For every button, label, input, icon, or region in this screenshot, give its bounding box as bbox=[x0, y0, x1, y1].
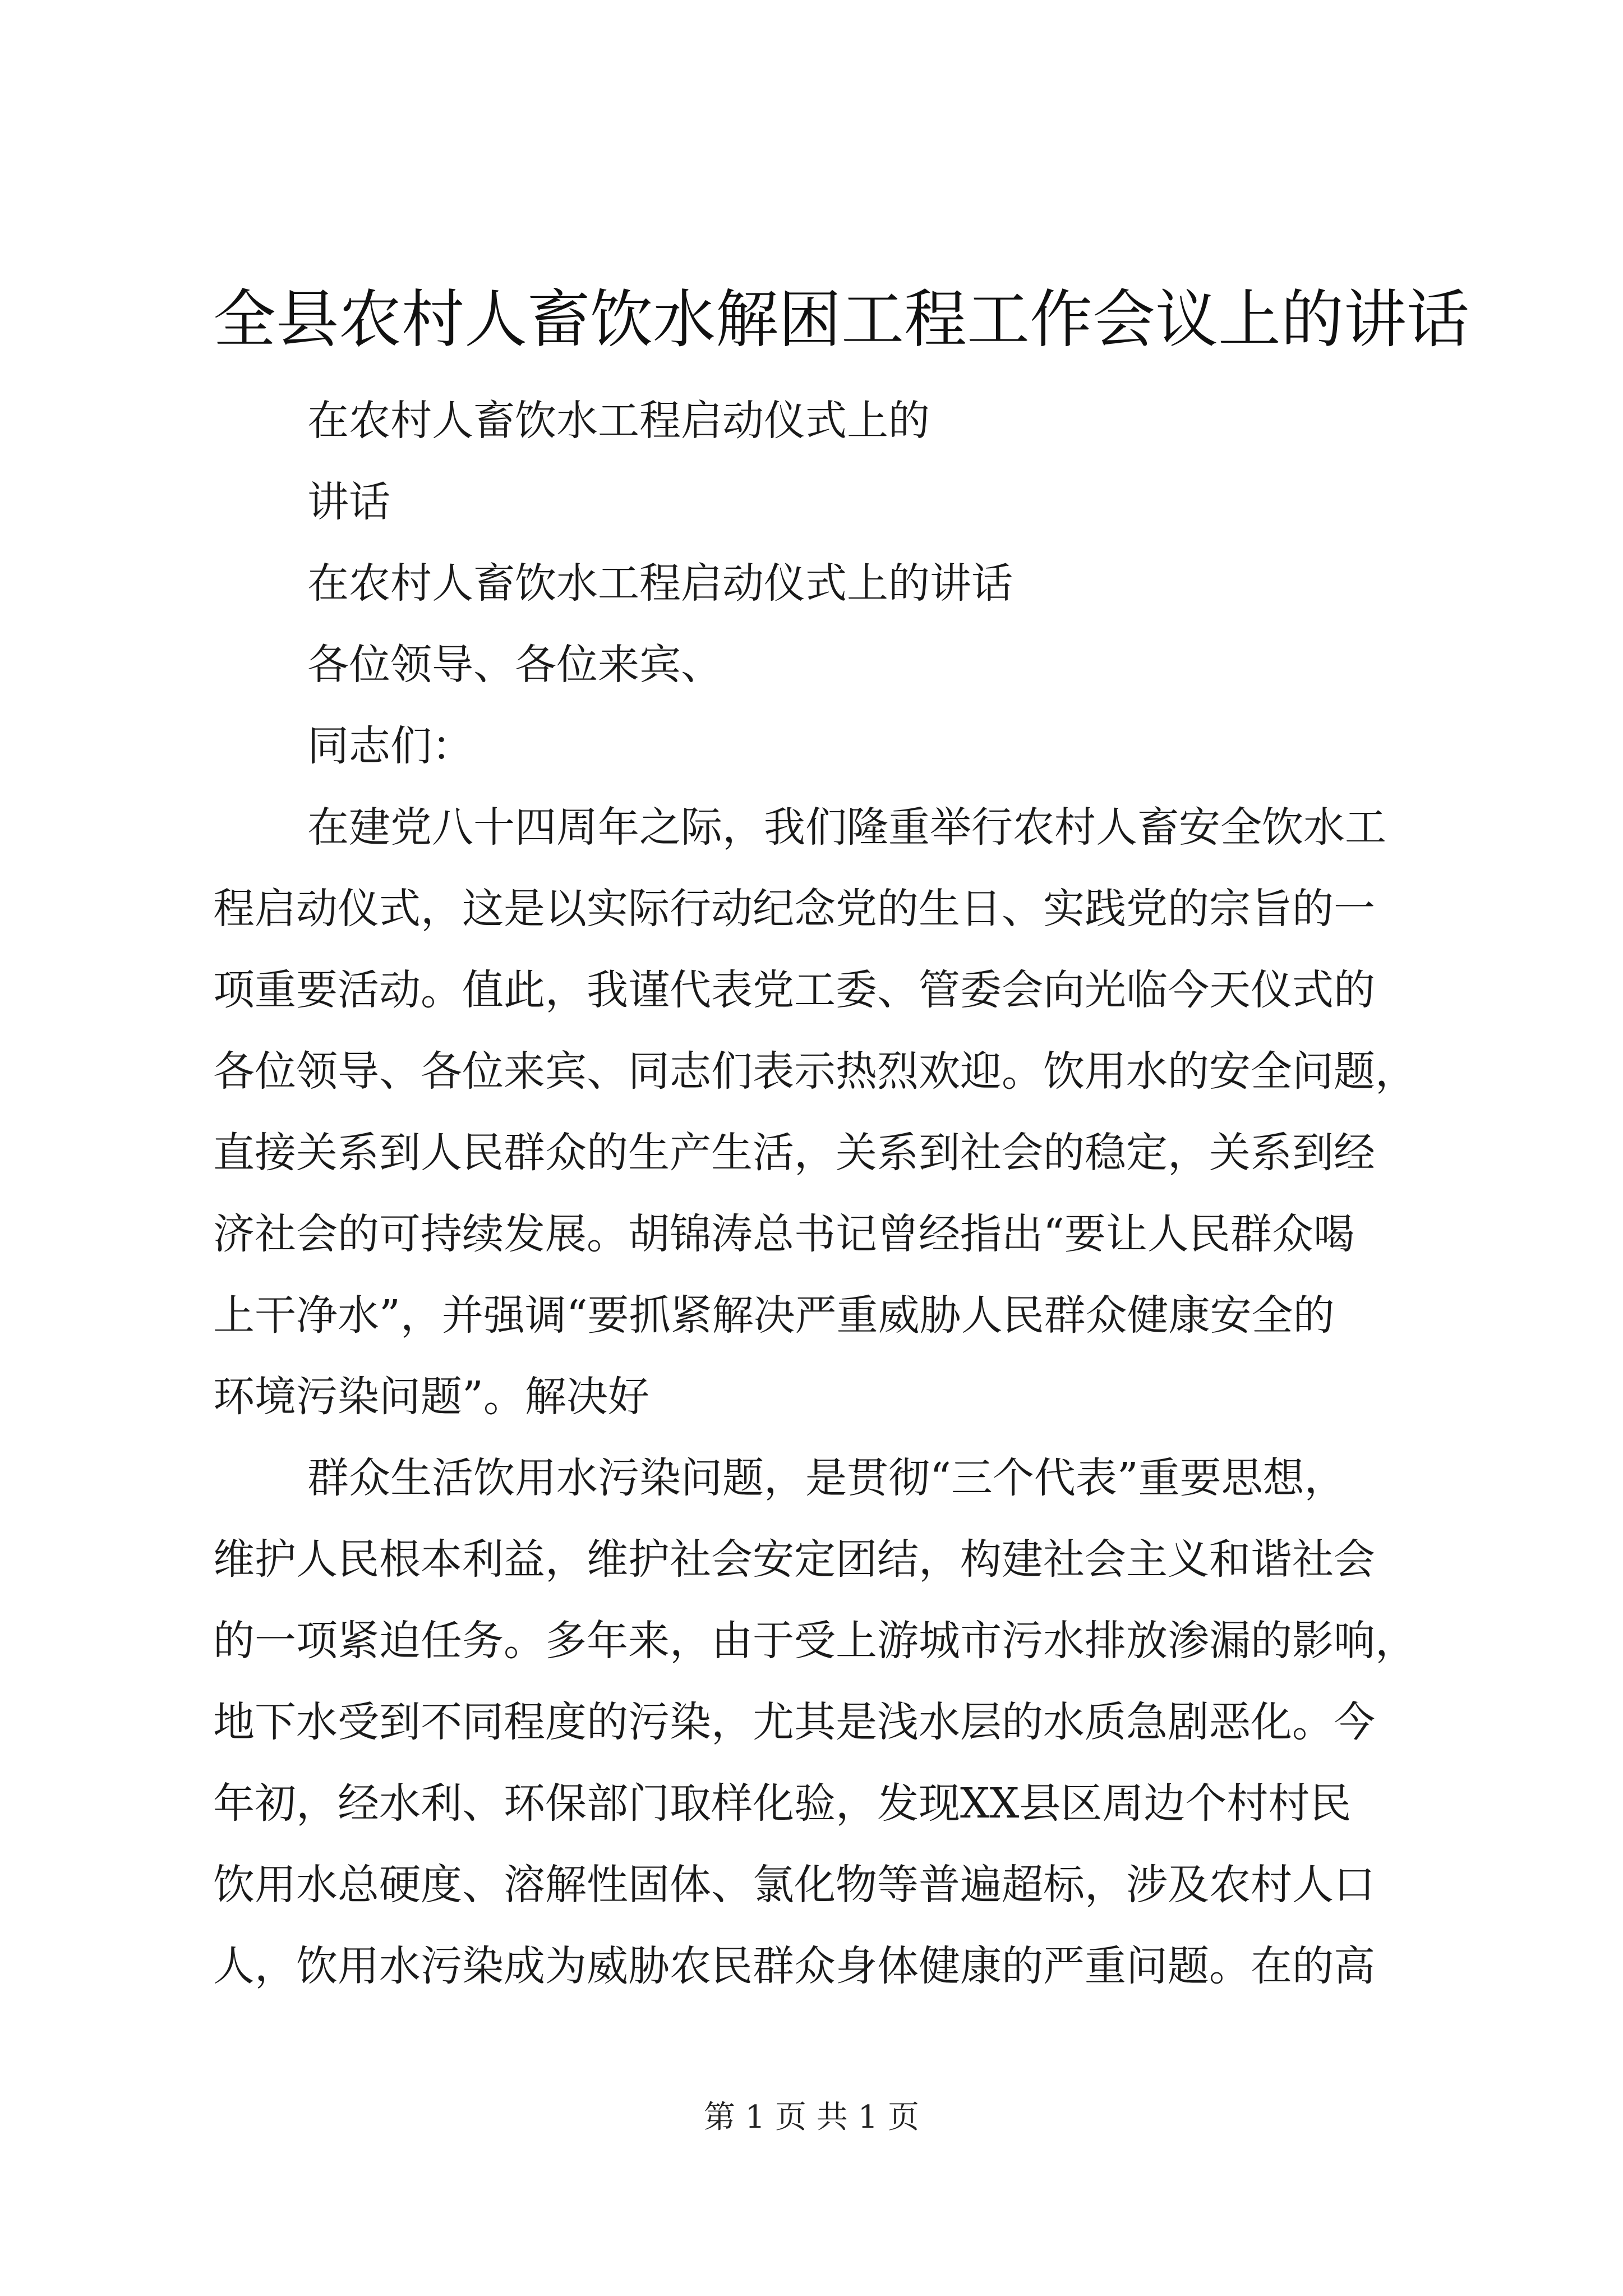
paragraph-line: 项重要活动。值此，我谨代表党工委、管委会向光临今天仪式的 bbox=[213, 966, 1375, 1014]
paragraph-line: 济社会的可持续发展。胡锦涛总书记曾经指出“要让人民群众喝 bbox=[213, 1210, 1355, 1258]
paragraph-line: 人，饮用水污染成为威胁农民群众身体健康的严重问题。在的高 bbox=[213, 1942, 1375, 1990]
paragraph-line: 维护人民根本利益，维护社会安定团结，构建社会主义和谐社会 bbox=[213, 1535, 1375, 1584]
paragraph-line: 群众生活饮用水污染问题，是贯彻“三个代表”重要思想， bbox=[307, 1454, 1346, 1502]
page-number-footer: 第 1 页 共 1 页 bbox=[703, 2099, 920, 2136]
paragraph-line: 地下水受到不同程度的污染，尤其是浅水层的水质急剧恶化。今 bbox=[213, 1698, 1375, 1746]
paragraph-line: 饮用水总硬度、溶解性固体、氯化物等普遍超标，涉及农村人口 bbox=[213, 1861, 1375, 1909]
paragraph-line: 在建党八十四周年之际，我们隆重举行农村人畜安全饮水工 bbox=[307, 803, 1386, 852]
header-line: 讲话 bbox=[307, 478, 390, 526]
paragraph-line: 程启动仪式，这是以实际行动纪念党的生日、实践党的宗旨的一 bbox=[213, 885, 1375, 933]
document-title: 全县农村人畜饮水解困工程工作会议上的讲话 bbox=[213, 283, 1469, 356]
salutation-line: 各位领导、各位来宾、 bbox=[307, 641, 722, 689]
salutation-line: 同志们： bbox=[307, 722, 473, 770]
paragraph-line: 直接关系到人民群众的生产生活，关系到社会的稳定，关系到经 bbox=[213, 1129, 1375, 1177]
header-line: 在农村人畜饮水工程启动仪式上的 bbox=[307, 397, 930, 445]
paragraph-line: 年初，经水利、环保部门取样化验，发现XX县区周边个村村民 bbox=[213, 1779, 1352, 1828]
paragraph-line: 各位领导、各位来宾、同志们表示热烈欢迎。饮用水的安全问题， bbox=[213, 1047, 1417, 1096]
paragraph-line: 环境污染问题”。解决好 bbox=[213, 1373, 649, 1421]
header-line: 在农村人畜饮水工程启动仪式上的讲话 bbox=[307, 559, 1013, 608]
paragraph-line: 上干净水”，并强调“要抓紧解决严重威胁人民群众健康安全的 bbox=[213, 1291, 1335, 1340]
paragraph-line: 的一项紧迫任务。多年来，由于受上游城市污水排放渗漏的影响， bbox=[213, 1617, 1417, 1665]
